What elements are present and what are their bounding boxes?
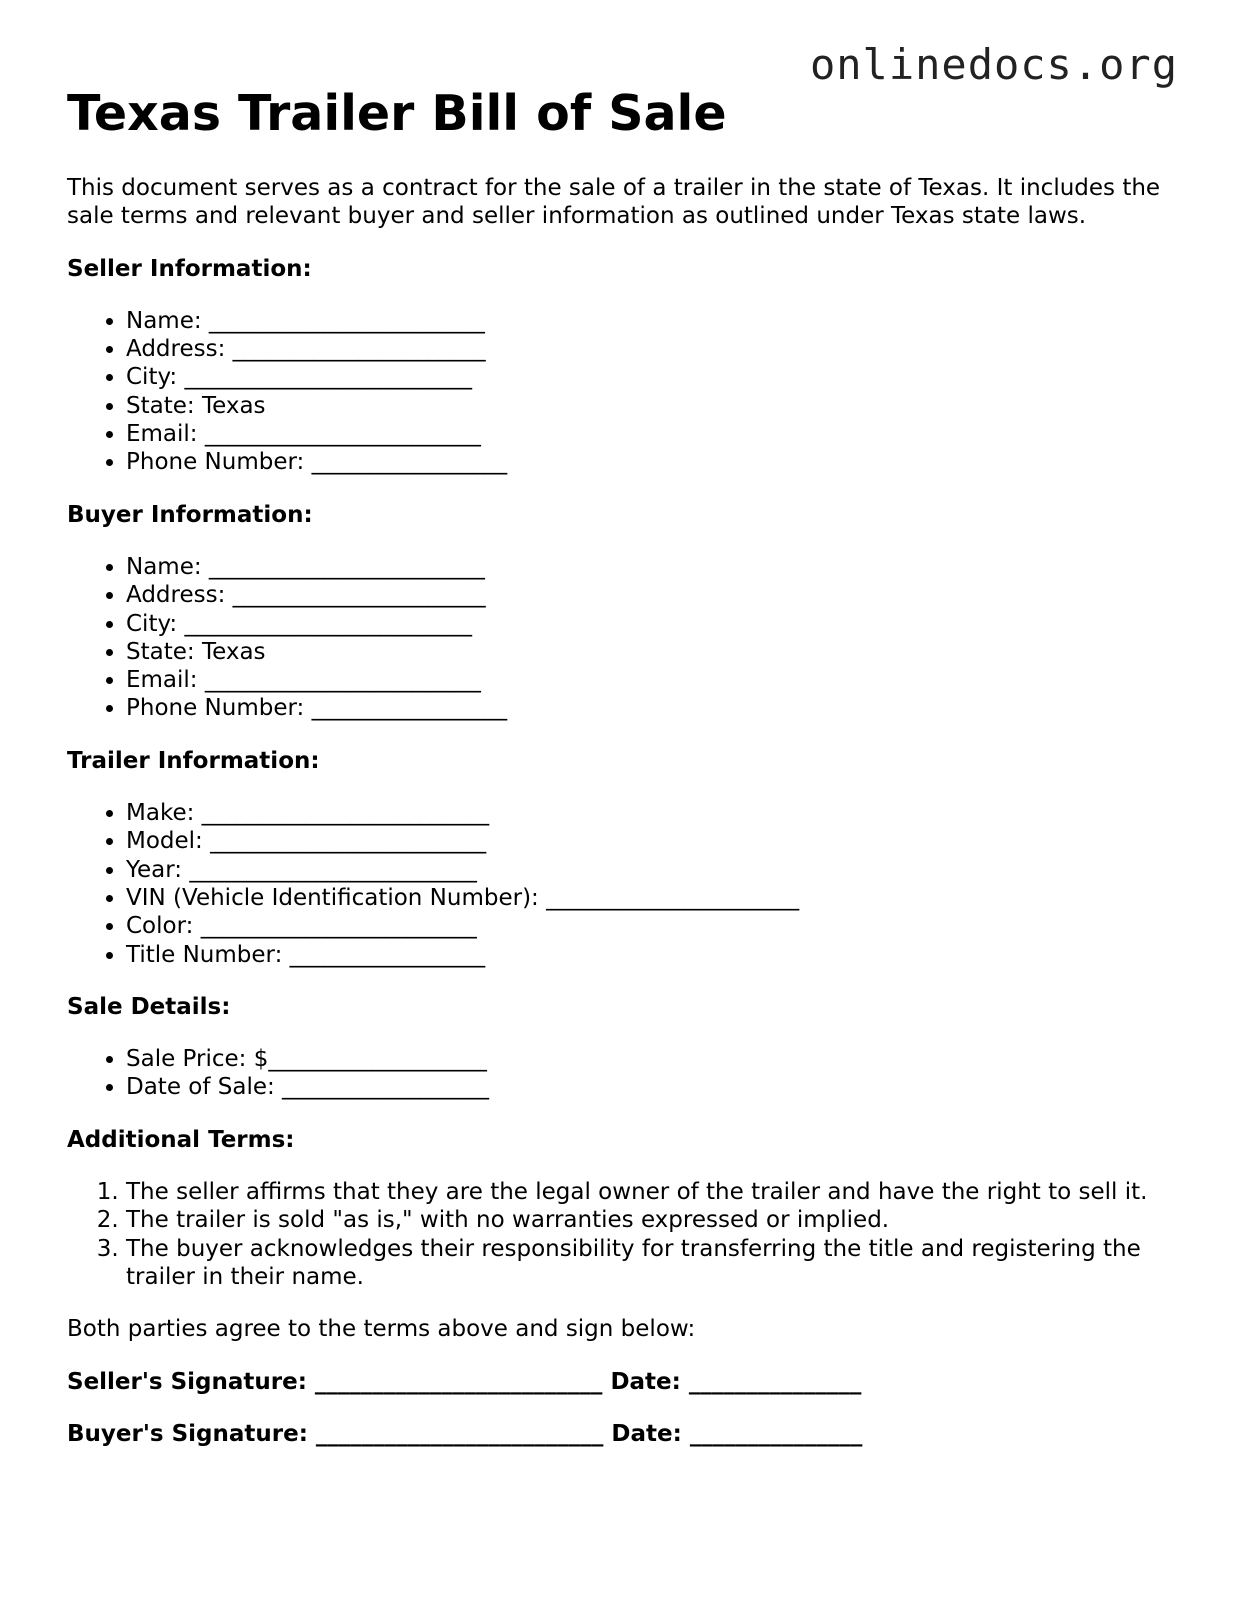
trailer-title-number-field: • Title Number: _________________ xyxy=(126,941,1177,969)
page-title: Texas Trailer Bill of Sale xyxy=(67,85,727,142)
trailer-color-field: • Color: ________________________ xyxy=(126,912,1177,940)
buyer-address-field: • Address: ______________________ xyxy=(126,581,1177,609)
watermark: onlinedocs.org xyxy=(809,40,1178,89)
seller-state-field: • State: Texas xyxy=(126,392,1177,420)
trailer-model-field: • Model: ________________________ xyxy=(126,827,1177,855)
buyer-city-field: • City: _________________________ xyxy=(126,610,1177,638)
sale-price-field: • Sale Price: $___________________ xyxy=(126,1045,1177,1073)
seller-name-field: • Name: ________________________ xyxy=(126,307,1177,335)
term-item: 3. The buyer acknowledges their responsibility for transferring the title and registering the trailer in their name. xyxy=(126,1235,1177,1292)
trailer-heading: Trailer Information: xyxy=(67,747,320,774)
buyer-list xyxy=(67,553,1177,723)
seller-heading: Seller Information: xyxy=(67,255,312,282)
buyer-name-field: • Name: ________________________ xyxy=(126,553,1177,581)
buyer-phone-field: • Phone Number: _________________ xyxy=(126,694,1177,722)
buyer-signature-line: Buyer's Signature: _________________________ Date: _______________ xyxy=(67,1420,863,1447)
seller-signature-line: Seller's Signature: _________________________ Date: _______________ xyxy=(67,1368,862,1395)
buyer-state-field: • State: Texas xyxy=(126,638,1177,666)
agreement-statement: Both parties agree to the terms above and sign below: xyxy=(67,1316,696,1343)
seller-list xyxy=(67,307,1177,477)
buyer-email-field: • Email: ________________________ xyxy=(126,666,1177,694)
sale-list xyxy=(67,1045,1177,1102)
seller-address-field: • Address: ______________________ xyxy=(126,335,1177,363)
trailer-vin-field: • VIN (Vehicle Identification Number): ______________________ xyxy=(126,884,1177,912)
intro-paragraph: This document serves as a contract for the sale of a trailer in the state of Texas. It includes the sale terms and relevant buyer and seller information as outlined under Texas state laws. xyxy=(67,175,1161,230)
term-item: 1. The seller affirms that they are the legal owner of the trailer and have the right to sell it. xyxy=(126,1178,1177,1206)
sale-heading: Sale Details: xyxy=(67,993,231,1020)
terms-list xyxy=(67,1178,1177,1291)
seller-city-field: • City: _________________________ xyxy=(126,363,1177,391)
trailer-make-field: • Make: _________________________ xyxy=(126,799,1177,827)
sale-date-field: • Date of Sale: __________________ xyxy=(126,1073,1177,1101)
terms-heading: Additional Terms: xyxy=(67,1126,295,1153)
buyer-heading: Buyer Information: xyxy=(67,501,313,528)
seller-phone-field: • Phone Number: _________________ xyxy=(126,448,1177,476)
trailer-year-field: • Year: _________________________ xyxy=(126,856,1177,884)
seller-email-field: • Email: ________________________ xyxy=(126,420,1177,448)
term-item: 2. The trailer is sold "as is," with no warranties expressed or implied. xyxy=(126,1206,1177,1234)
trailer-list xyxy=(67,799,1177,969)
document-page xyxy=(67,84,1177,1448)
